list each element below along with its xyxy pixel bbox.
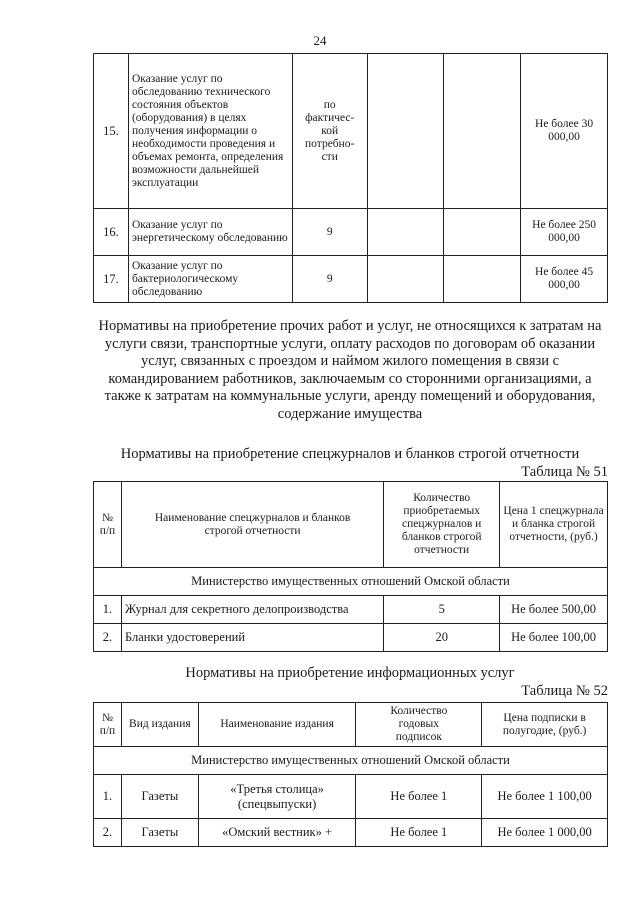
table-row: [94, 54, 608, 209]
header-quantity: Количество приобретаемых спецжурналов и бланков строгой отчетности: [384, 482, 500, 568]
table-row: [94, 775, 608, 819]
row-number: 15.: [94, 54, 129, 209]
edition-type: Газеты: [121, 819, 198, 847]
row-number: 1.: [94, 596, 122, 624]
table-row: [94, 819, 608, 847]
table52-title: Нормативы на приобретение информационных услуг: [185, 665, 515, 681]
service-quantity: по фактичес-кой потребно-сти: [292, 54, 367, 209]
section-heading: Нормативы на приобретение прочих работ и услуг, не относящихся к затратам на услуги связи, транспортные услуги, оплату расходов по договорам об оказании услуг, связанных с проездом и наймом жилого помещения в связи с командированием работников, заключаемым со сторонними организациями, а также к затратам на коммунальные услуги, аренду помещений и оборудования, содержание имущества: [98, 318, 602, 422]
ministry-name: Министерство имущественных отношений Омской области: [94, 568, 608, 596]
row-number: 2.: [94, 819, 122, 847]
row-number: 2.: [94, 624, 122, 652]
subscription-count: Не более 1: [356, 775, 482, 819]
item-price: Не более 100,00: [500, 624, 608, 652]
item-quantity: 5: [384, 596, 500, 624]
ministry-row: [94, 568, 608, 596]
service-name: Оказание услуг по энергетическому обследованию: [128, 209, 292, 256]
page-number: 24: [313, 33, 327, 48]
item-name: Бланки удостоверений: [121, 624, 383, 652]
service-price: Не более 250 000,00: [521, 209, 608, 256]
subscription-price: Не более 1 100,00: [482, 775, 608, 819]
service-price: Не более 30 000,00: [521, 54, 608, 209]
header-name: Наименование спецжурналов и бланков строгой отчетности: [121, 482, 383, 568]
empty-cell: [367, 256, 444, 303]
table-52: [93, 702, 608, 847]
header-price: Цена подписки в полугодие, (руб.): [482, 703, 608, 747]
subscription-price: Не более 1 000,00: [482, 819, 608, 847]
edition-name: «Омский вестник» +: [198, 819, 356, 847]
header-num: № п/п: [94, 482, 122, 568]
subscription-count: Не более 1: [356, 819, 482, 847]
table-header-row: [94, 482, 608, 568]
row-number: 1.: [94, 775, 122, 819]
header-type: Вид издания: [121, 703, 198, 747]
table-row: [94, 624, 608, 652]
service-name: Оказание услуг по обследованию технического состояния объектов (оборудования) в целях получения информации о необходимости проведения и объемах ремонта, определения возможности дальнейшей эксплуатации: [128, 54, 292, 209]
table51-title: Нормативы на приобретение спецжурналов и бланков строгой отчетности: [120, 446, 580, 462]
table52-label: Таблица № 52: [521, 683, 608, 699]
service-price: Не более 45 000,00: [521, 256, 608, 303]
empty-cell: [444, 209, 521, 256]
service-name: Оказание услуг по бактериологическому обследованию: [128, 256, 292, 303]
empty-cell: [367, 54, 444, 209]
item-price: Не более 500,00: [500, 596, 608, 624]
table51-label: Таблица № 51: [521, 464, 608, 480]
services-table-continued: [93, 53, 608, 303]
service-quantity: 9: [292, 209, 367, 256]
table-row: [94, 256, 608, 303]
ministry-row: [94, 747, 608, 775]
empty-cell: [444, 54, 521, 209]
row-number: 16.: [94, 209, 129, 256]
edition-type: Газеты: [121, 775, 198, 819]
ministry-name: Министерство имущественных отношений Омской области: [94, 747, 608, 775]
item-name: Журнал для секретного делопроизводства: [121, 596, 383, 624]
table-row: [94, 209, 608, 256]
header-price: Цена 1 спецжурнала и бланка строгой отчетности, (руб.): [500, 482, 608, 568]
item-quantity: 20: [384, 624, 500, 652]
service-quantity: 9: [292, 256, 367, 303]
empty-cell: [367, 209, 444, 256]
edition-name: «Третья столица» (спецвыпуски): [198, 775, 356, 819]
header-name: Наименование издания: [198, 703, 356, 747]
table-51: [93, 481, 608, 652]
row-number: 17.: [94, 256, 129, 303]
table-header-row: [94, 703, 608, 747]
header-quantity: Количество годовых подписок: [356, 703, 482, 747]
header-num: № п/п: [94, 703, 122, 747]
empty-cell: [444, 256, 521, 303]
table-row: [94, 596, 608, 624]
